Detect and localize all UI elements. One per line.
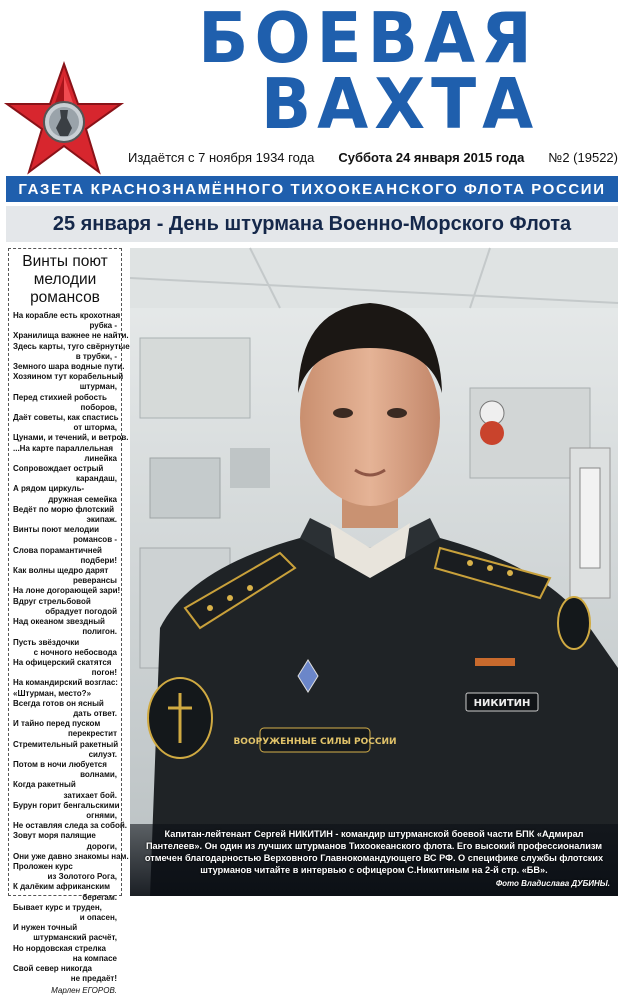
poem-line: с ночного небосвода bbox=[33, 647, 117, 657]
newspaper-title-line1: БОЕВАЯ bbox=[198, 0, 538, 79]
poem-line: поборов, bbox=[80, 402, 117, 412]
issue-date: Суббота 24 января 2015 года bbox=[338, 150, 525, 165]
poem-line: Всегда готов он ясный bbox=[13, 698, 104, 708]
poem-line: из Золотого Рога, bbox=[47, 872, 117, 882]
poem-line: Винты поют мелодии bbox=[13, 525, 100, 535]
poem-line: затихает бой. bbox=[63, 790, 117, 800]
poem-line: волнами, bbox=[80, 770, 117, 780]
poem-line: дороги, bbox=[86, 841, 117, 851]
poem-line: погон! bbox=[91, 668, 117, 678]
name-tag-text: НИКИТИН bbox=[473, 698, 531, 709]
poem-line: огнями, bbox=[86, 810, 117, 820]
newspaper-title-line2: ВАХТА bbox=[260, 64, 540, 145]
poem-line: Пусть звёздочки bbox=[13, 637, 80, 647]
poem-line: Они уже давно знакомы нам. bbox=[13, 851, 129, 861]
poem-line: перекрестит bbox=[67, 729, 117, 739]
poem-line: Даёт советы, как спастись bbox=[13, 413, 119, 423]
poem-line: экипаж. bbox=[86, 515, 117, 525]
poem-line: и опасен, bbox=[79, 912, 117, 922]
poem-line: дружная семейка bbox=[48, 494, 117, 504]
poem-line: Над океаном звездный bbox=[13, 617, 105, 627]
poem-line: А рядом циркуль- bbox=[13, 484, 85, 494]
poem-line: ...На карте параллельная bbox=[13, 443, 114, 453]
poem-line: линейка bbox=[84, 453, 117, 463]
poem-line: Слова порамантичней bbox=[13, 545, 102, 555]
poem-line: на компасе bbox=[72, 953, 117, 963]
poem-line: И тайно перед пуском bbox=[13, 719, 101, 729]
poem-line: Хранилища важнее не найти. bbox=[13, 331, 129, 341]
poem-line: Но нордовская стрелка bbox=[13, 943, 107, 953]
poem-line: карандаш, bbox=[75, 474, 117, 484]
poem-line: штурман, bbox=[79, 382, 117, 392]
poem-line: Стремительный ракетный bbox=[13, 739, 119, 749]
poem-line: Земного шара водные пути. bbox=[13, 362, 125, 372]
poem-line: от шторма, bbox=[73, 423, 117, 433]
officer-portrait-illustration bbox=[130, 248, 618, 896]
poem-line: Здесь карты, туго свёрнутые bbox=[13, 341, 130, 351]
poem-text bbox=[13, 311, 130, 984]
poem-line: Свой север никогда bbox=[13, 964, 92, 973]
uniform-patch-text: ВООРУЖЕННЫЕ СИЛЫ РОССИИ bbox=[233, 737, 397, 747]
poem-line: обрадует погодой bbox=[45, 606, 117, 616]
poem-line: реверансы bbox=[72, 576, 117, 586]
poem-line: На офицерский скатятся bbox=[13, 657, 112, 667]
poem-line: не предаёт! bbox=[70, 974, 117, 984]
photo-caption bbox=[130, 824, 618, 896]
poem-line: рубка - bbox=[89, 321, 117, 331]
issue-number: №2 (19522) bbox=[548, 150, 618, 165]
poem-line: «Штурман, место?» bbox=[13, 688, 92, 698]
caption-text: Капитан-лейтенант Сергей НИКИТИН - командир штурманской боевой части БПК «Адмирал Пантелеев». Он один из лучших штурманов Тихоокеанского флота. Его высокий профессионализм отмечен благодарностью Верховного Главнокомандующего ВС РФ. О специфике службы флотских штурманов читайте в интервью с офицером С.Никитиным на 2-й стр. «БВ». bbox=[144, 829, 604, 875]
poem-column bbox=[8, 248, 130, 995]
poem-line: И нужен точный bbox=[13, 923, 78, 933]
poem-line: Как волны щедро дарят bbox=[13, 566, 109, 576]
poem-line: К далёким африканским bbox=[13, 882, 111, 892]
poem-line: На командирский возглас: bbox=[13, 678, 118, 688]
issue-info-row bbox=[128, 150, 618, 168]
poem-line: Хозяином тут корабельный bbox=[13, 372, 124, 382]
poem-line: подбери! bbox=[80, 555, 117, 565]
poem-line: Не оставляя следа за собой. bbox=[13, 821, 127, 831]
poem-line: романсов - bbox=[73, 535, 117, 545]
masthead bbox=[0, 0, 624, 175]
photo-credit: Фото Владислава ДУБИНЫ. bbox=[495, 879, 610, 888]
poem-title: Винты поют мелодии романсов bbox=[22, 253, 108, 306]
poem-line: Потом в ночи любуется bbox=[13, 759, 107, 769]
red-star-emblem-icon bbox=[4, 62, 124, 177]
poem-line: На корабле есть крохотная bbox=[13, 311, 121, 320]
poem-line: силуэт. bbox=[88, 749, 117, 759]
poem-line: Перед стихией робость bbox=[13, 392, 107, 402]
poem-line: Зовут моря палящие bbox=[13, 831, 96, 841]
founded-text: Издаётся с 7 ноября 1934 года bbox=[128, 150, 315, 165]
poem-line: Когда ракетный bbox=[13, 780, 76, 790]
poem-line: Цунами, и течений, и ветров. bbox=[13, 433, 129, 443]
poem-line: в трубки, - bbox=[75, 351, 117, 361]
front-headline: 25 января - День штурмана Военно-Морского Флота bbox=[6, 206, 618, 242]
poem-author: Марлен ЕГОРОВ. bbox=[51, 986, 117, 995]
poem-line: полигон. bbox=[82, 627, 117, 637]
poem-line: берегам. bbox=[82, 892, 117, 902]
newspaper-subtitle-banner: ГАЗЕТА КРАСНОЗНАМЁННОГО ТИХООКЕАНСКОГО ФЛОТА РОССИИ bbox=[6, 176, 618, 202]
poem-line: Ведёт по морю флотский bbox=[13, 504, 115, 514]
poem-line: На лоне догорающей зари! bbox=[13, 586, 121, 596]
poem-line: штурманский расчёт, bbox=[33, 933, 117, 943]
poem-line: Бывает курс и труден, bbox=[13, 902, 102, 912]
poem-line: Сопровождает острый bbox=[13, 464, 104, 474]
cover-photo bbox=[130, 248, 618, 896]
poem-line: Проложен курс bbox=[13, 861, 73, 871]
poem-line: Вдруг стрельбовой bbox=[13, 596, 91, 606]
poem-line: Бурун горит бенгальскими bbox=[13, 800, 120, 810]
poem-line: дать ответ. bbox=[73, 708, 117, 718]
